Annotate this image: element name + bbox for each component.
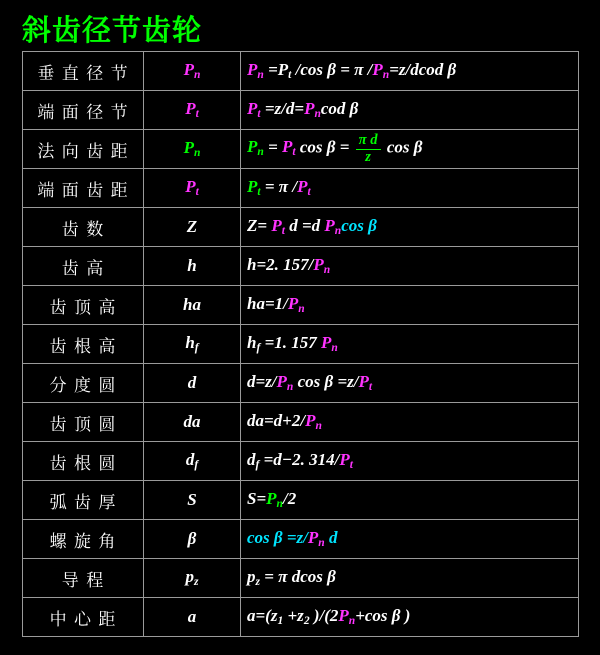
table-row — [23, 325, 579, 364]
table-row — [23, 91, 579, 130]
row-formula: $d_f =d-2$. $314/P_t$ — [241, 442, 579, 481]
table-row — [23, 403, 579, 442]
row-symbol: h — [144, 247, 241, 286]
row-label: 中 心 距 — [23, 598, 144, 637]
row-formula: $S=P_n/2$ — [241, 481, 579, 520]
row-label: 端 面 齿 距 — [23, 169, 144, 208]
row-symbol: $h_f$ — [144, 325, 241, 364]
row-label: 导 程 — [23, 559, 144, 598]
row-label: 弧 齿 厚 — [23, 481, 144, 520]
row-label: 齿 顶 圆 — [23, 403, 144, 442]
table-row — [23, 208, 579, 247]
table-row — [23, 559, 579, 598]
table-row — [23, 481, 579, 520]
row-symbol: $P_t$ — [144, 169, 241, 208]
row-label: 齿 顶 高 — [23, 286, 144, 325]
row-symbol: da — [144, 403, 241, 442]
row-formula: $d=z/P_n$ $\cos \beta =z/P_t$ — [241, 364, 579, 403]
row-symbol: $p_z$ — [144, 559, 241, 598]
row-label: 齿 数 — [23, 208, 144, 247]
table-row — [23, 247, 579, 286]
table-row — [23, 598, 579, 637]
table-row — [23, 520, 579, 559]
row-formula: $h_f =1$. 157 $P_n$ — [241, 325, 579, 364]
row-formula: $P_t =z/d=P_ncod$ β — [241, 91, 579, 130]
row-formula: $ha=1/P_n$ — [241, 286, 579, 325]
table-row — [23, 130, 579, 169]
table-row — [23, 364, 579, 403]
row-label: 端 面 径 节 — [23, 91, 144, 130]
table-row — [23, 442, 579, 481]
row-symbol: a — [144, 598, 241, 637]
row-symbol: d — [144, 364, 241, 403]
row-formula: $P_t = \pi$ $/P_t$ — [241, 169, 579, 208]
row-symbol: $P_t$ — [144, 91, 241, 130]
row-symbol: S — [144, 481, 241, 520]
table-row — [23, 52, 579, 91]
row-label: 齿 根 圆 — [23, 442, 144, 481]
row-symbol: $P_n$ — [144, 130, 241, 169]
table-row — [23, 286, 579, 325]
row-formula: $a=(z_1 +z_2$ )$/(2P_n+\cos$ β ) — [241, 598, 579, 637]
row-formula: $P_n =P_t$ /cos β = π $/P_n=z$/dcod β — [241, 52, 579, 91]
row-label: 齿 高 — [23, 247, 144, 286]
row-symbol: ha — [144, 286, 241, 325]
row-formula: $P_n = P_t$ cos β = $\frac{\text{π d}}{z}$ cos β — [241, 130, 579, 169]
row-label: 齿 根 高 — [23, 325, 144, 364]
row-label: 法 向 齿 距 — [23, 130, 144, 169]
row-symbol: β — [144, 520, 241, 559]
row-symbol: $d_f$ — [144, 442, 241, 481]
row-label: 垂 直 径 节 — [23, 52, 144, 91]
row-formula: h=2. $157/P_n$ — [241, 247, 579, 286]
table-row — [23, 169, 579, 208]
row-symbol: $P_n$ — [144, 52, 241, 91]
row-formula: $Z= P_t$ d =d $P_n\cos$ β — [241, 208, 579, 247]
row-formula: $\cos \beta =z/P_n$ d — [241, 520, 579, 559]
page-title: 斜齿径节齿轮 — [22, 13, 203, 47]
row-label: 分 度 圆 — [23, 364, 144, 403]
row-symbol: Z — [144, 208, 241, 247]
row-label: 螺 旋 角 — [23, 520, 144, 559]
gear-formula-table — [22, 51, 579, 637]
row-formula: $p_z = \pi$ dcos β — [241, 559, 579, 598]
row-formula: $da=d+2/P_n$ — [241, 403, 579, 442]
